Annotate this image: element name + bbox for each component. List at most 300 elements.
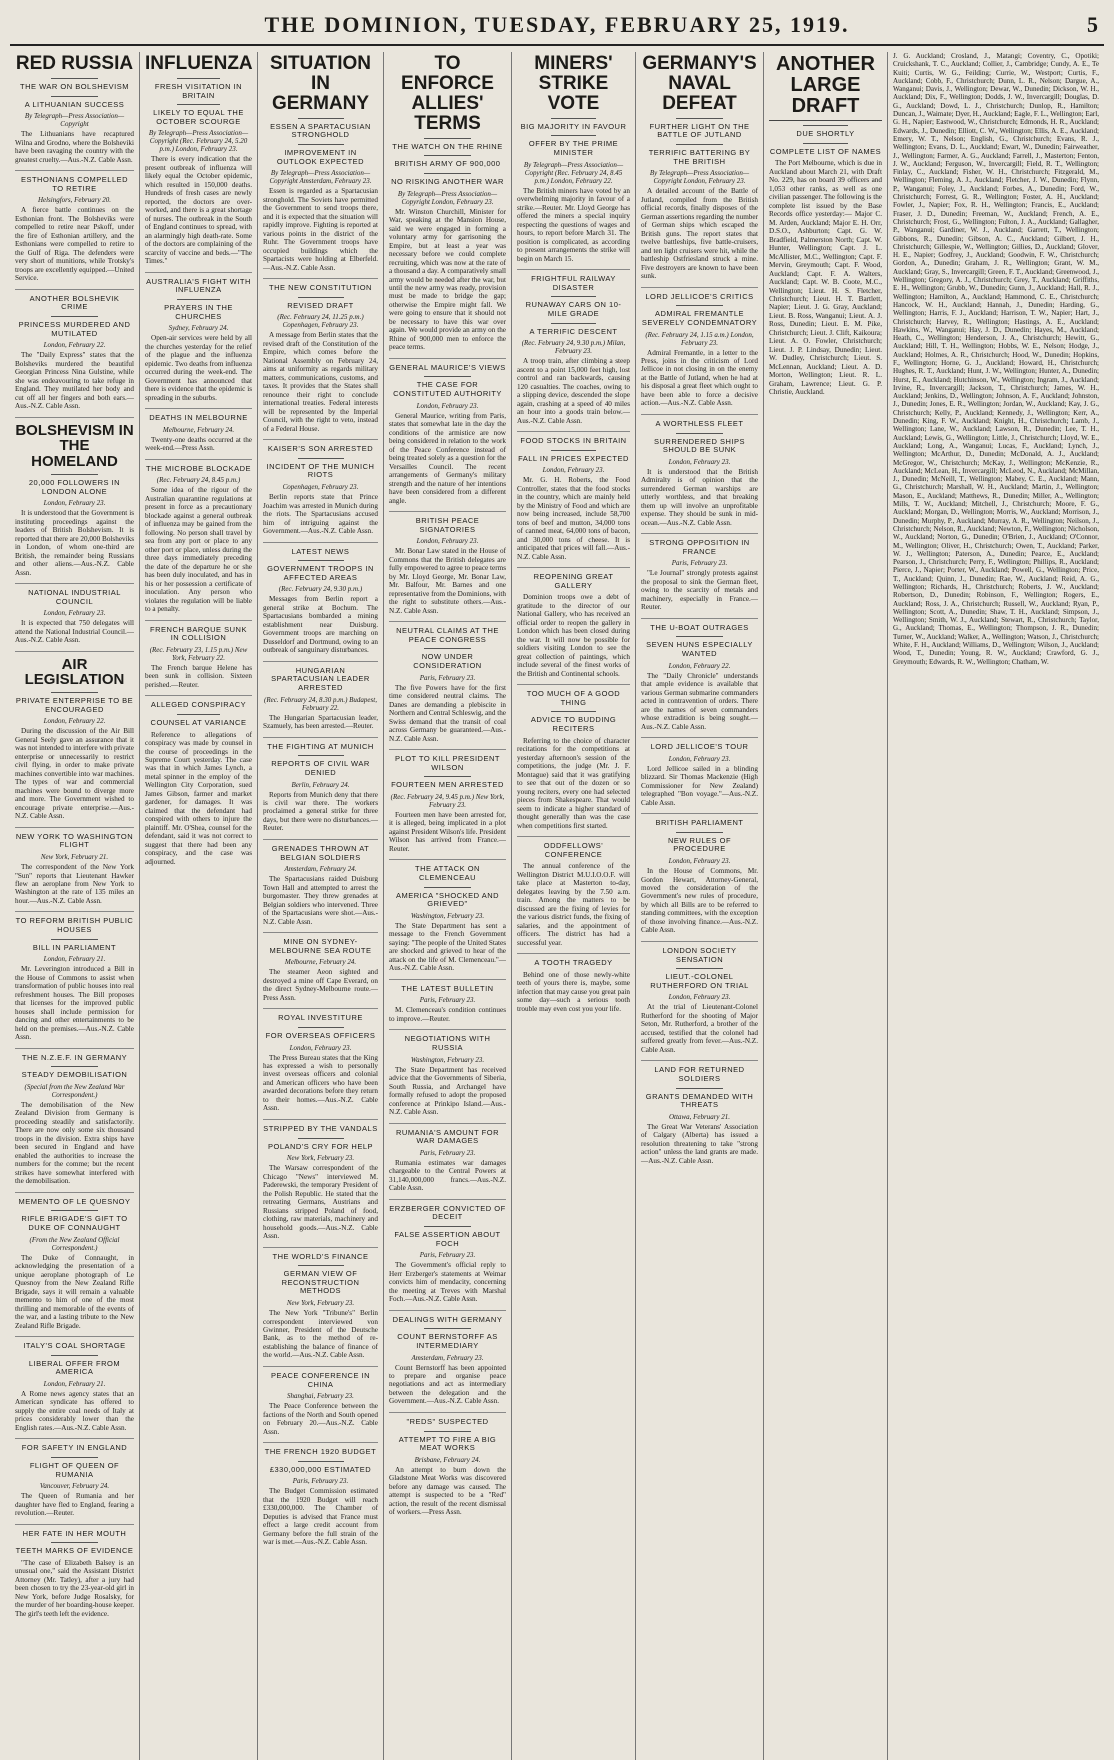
divider [51,1457,99,1458]
subheadline: DUE SHORTLY [796,129,855,138]
article-body: The State Department has sent a message to the French Government saying: "The people of the United States are shocked and grieved to hear of the attack on the life of M. Clemenceau."—Aus.-N.Z. Cable Assn. [389,921,506,973]
headline: SITUATION IN GERMANY [270,53,371,114]
headline: MINERS' STRIKE VOTE [534,53,613,114]
article-separator [517,431,630,432]
article [263,548,378,655]
subheadline: STRIPPED BY THE VANDALS [263,1123,378,1133]
subheadline: FOR SAFETY IN ENGLAND [21,1443,128,1453]
article [641,539,758,612]
divider [676,832,723,833]
article-body: Twenty-one deaths occurred at the week-end.—Press Assn. [145,435,252,453]
article [145,465,252,614]
divider [51,1355,99,1356]
article-body: The Hungarian Spartacusian leader, Szamuely, has been arrested.—Reuter. [263,713,378,731]
article-body: The five Powers have for the first time considered neutral claims. The Danes are demanding a plebiscite in Northern and Central Schleswig, and the Swiss demand that the transit of coal across Germany be guaranteed.—Aus.-N.Z. Cable Assn. [389,683,506,743]
article-body: Open-air services were held by all the churches yesterday for the relief of the plague and the influenza epidemic. Two deaths from influenza occurred during the week-end. The Government has announced that there is evidence that the epidemic is spreading in the suburbs. [145,334,252,402]
article-body: Lord Jellicoe sailed in a blinding blizzard. Sir Thomas Mackenzie (High Commissioner for New Zealand) telegraphed "Bon voyage."—Aus.-N.Z. Cable Assn. [641,764,758,807]
article-separator [263,1442,378,1443]
article-body: Admiral Fremantle, in a letter to the Press, joins in the criticism of Lord Jellicoe in not closing in on the enemy at the Battle of Jutland, when he had at his disposal a great fleet which ought to have been able to force a decisive action.—Aus.-N.Z. Cable Assn. [641,348,758,408]
dateline: Amsterdam, February 24. [284,865,357,874]
article [263,1253,378,1360]
columns [10,52,1104,1760]
article-separator [145,620,252,621]
article-separator [389,859,506,860]
subheadline: FOOD STOCKS IN BRITAIN [520,436,627,446]
subheadline: FLIGHT OF QUEEN OF RUMANIA [29,1460,120,1479]
divider [551,323,596,324]
article-separator [389,511,506,512]
subheadline: COUNT BERNSTORFF AS INTERMEDIARY [397,1332,498,1350]
article-separator [15,827,134,828]
dateline: Washington, February 23. [410,1055,485,1064]
article-separator [389,1123,506,1124]
divider [51,1542,99,1543]
article [15,1342,134,1432]
divider [676,968,723,969]
article-body: The Port Melbourne, which is due in Auckland about March 21, with Draft No. 229, has on board 39 officers and 1,053 other ranks, as well as one civilian passenger. The following is the complete list issued by the Base Records office yesterday:— Major C. M. Arden, Auckland; Major E. H. Orr, D.S.O., Ashburton; Capt. G. W. Bradfield, Palmerston North; Capt. W. Hunter, Wellington; Capt. J. L. McAllister, M.C., Wellington; Capt. F. Mervin, Greymouth; Capt. F. Wood, Auckland; Capt. F. A. Walters, Auckland; Capt. W. B. Coote, M.C., Wellington; Lieut. H. S. Fletcher, Christchurch; Lieut. H. T. Bartlett, Napier; Lieut. J. G. Gray, Auckland; Lieut. B. Ross, Wanganui; Lieut. A. J. Ross, Dunedin; Lieut. E. M. Pike, Christchurch; Lieut. J. Clift, Kaikoura; Lieut. A. O. Fowler, Christchurch; Lieut. J. P. Lindsay, Dunedin; Lieut. W. Dudley, Christchurch; Lieut. S. McLennan, Auckland; Lieut. A. D. Morton, Wellington; Lieut. R. L. Graham, Lawrence; Lieut. G. P. Christie, Auckland. [769,159,882,397]
subheadline: THE ATTACK ON CLEMENCEAU [415,864,480,882]
subheadline: LIKELY TO EQUAL THE OCTOBER SCOURGE [153,108,244,126]
article-body: During the discussion of the Air Bill General Seely gave an assurance that it was not intended to interfere with private enterprise or unnecessarily to restrict civil flying, in order to make private machines convertible into war machines. The types of war and commercial machines were bound to diverge more and more. The Government wished to encourage private enterprise.—Aus.-N.Z. Cable Assn. [15,727,134,821]
divider [676,305,723,306]
dateline: Paris, February 23. [419,996,476,1005]
dateline: Copenhagen, February 23. [282,483,359,492]
subheadline: LIEUT.-COLONEL RUTHERFORD ON TRIAL [650,972,749,990]
article [389,865,506,972]
subheadline: GOVERNMENT TROOPS IN AFFECTED AREAS [267,564,374,582]
article [15,423,134,577]
dateline: Berlin, February 24. [291,780,350,789]
article-separator [263,1366,378,1367]
subheadline: ADVICE TO BUDDING RECITERS [530,715,617,734]
article-body: A message from Berlin states that the revised draft of the Constitution of the Empire, which comes before the National Assembly on February 24, aims at uniformity as regards military matters, communications, customs, and taxes. It provides that the States shall renounce their right to conclude international treaties. Federal interests will be represented by the Imperial Council, with the right to veto, instead of a Federal House. [263,331,378,433]
article-body: Rumania estimates war damages chargeable to the Central Powers at 31,140,000,000 francs.—Aus.-N.Z. Cable Assn. [389,1158,506,1193]
article [263,1448,378,1547]
dateline: London, February 23. [668,993,731,1002]
dateline: London, February 21. [43,955,106,964]
article [15,176,134,283]
subheadline: TEETH MARKS OF EVIDENCE [15,1546,134,1556]
headline: ANOTHER LARGE DRAFT [769,54,882,121]
article-separator [517,269,630,270]
article-body: The steamer Aeon sighted and destroyed a mine off Cape Everard, on the direct Sydney-Melbourne route.—Press Assn. [263,968,378,1002]
article-separator [389,1412,506,1413]
article-body: Dominion troops owe a debt of gratitude to the director of our National Gallery, who has received an official order to reopen the gallery in London which has been closed during the war. It will now be possible for soldiers visiting London to see the great collection of paintings, which include several of the finest works of the British and Continental schools. [517,593,630,678]
article [263,743,378,833]
dateline: Paris, February 23. [419,1148,476,1157]
headline: GERMANY'S NAVAL DEFEAT [642,53,757,114]
subheadline: LORD JELLICOE'S CRITICS [645,291,754,301]
article-body: The British miners have voted by an overwhelming majority in favour of a strike.—Reuter. Mr. Lloyd George has offered the miners a special inquiry respecting the questions of wages and hours, to report before March 31. The position is complicated, as according to present arrangements the strike will begin on March 15. [517,186,630,263]
subheadline: PLOT TO KILL PRESIDENT WILSON [395,754,500,772]
subheadline: NEGOTIATIONS WITH RUSSIA [404,1034,491,1052]
page-number: 5 [1087,12,1098,37]
subheadline: HER FATE IN HER MOUTH [22,1528,127,1538]
divider [298,560,344,561]
subheadline: £330,000,000 ESTIMATED [269,1464,372,1474]
subheadline: GENERAL MAURICE'S VIEWS [389,362,506,372]
dateline: (Rec. February 24, 9.30 p.m.) [278,585,363,594]
dateline: (Rec. February 24, 9.30 p.m.) Milan, February 23. [521,339,626,356]
dateline: Sydney, February 24. [168,324,229,333]
article-separator [15,1192,134,1193]
article-separator [263,1119,378,1120]
article-body: A Rome news agency states that an American syndicate has offered to supply the entire coal needs of Italy at prices considerably lower than the English rates.—Aus.-N.Z. Cable Assn. [15,1389,134,1432]
column-2 [140,52,258,1760]
article-body: A fierce battle continues on the Esthonian front. The Bolsheviks were compelled to retire near Pskoff, under the fire of Esthonian artillery, and the Esthonians were compelled to retire to the Gulf of Riga. The defenders were very short of munitions, while Trotsky's troops are excellently equipped.—United Service. [15,206,134,283]
subheadline: THE U-BOAT OUTRAGES [650,622,749,632]
article-separator [15,417,134,418]
subheadline: THE WATCH ON THE RHINE [392,141,503,151]
article [145,701,252,866]
dateline: London, February 23. [668,457,731,466]
article [263,284,378,433]
article [389,1316,506,1406]
article-body: "Le Journal" strongly protests against the proposal to sink the German fleet, owing to the scarcity of metals and machinery, especially in France.—Reuter. [641,569,758,612]
divider [298,755,344,756]
article [641,624,758,731]
masthead-title: THE DOMINION, TUESDAY, FEBRUARY 25, 1919. [264,12,850,37]
subheadline: A WORTHLESS FLEET [655,418,744,428]
dateline: (From the New Zealand Official Correspondent.) [29,1235,120,1252]
article [517,842,630,947]
subheadline: OFFER BY THE PRIME MINISTER [528,139,619,158]
subheadline: REPORTS OF CIVIL WAR DENIED [271,759,370,777]
dateline: (Rec. February 23, 1.15 p.m.) New York, February 22. [149,645,248,662]
subheadline: FALL IN PRICES EXPECTED [518,453,629,463]
article [263,54,378,272]
article-body: The Queen of Rumania and her daughter have fled to England, fearing a revolution.—Reuter. [15,1492,134,1518]
headline: INFLUENZA [145,53,253,74]
subheadline: FRIGHTFUL RAILWAY DISASTER [531,274,616,292]
dateline: Melbourne, February 24. [284,958,357,967]
divider [424,1328,471,1329]
article [517,690,630,830]
article-separator [15,1438,134,1439]
dateline: London, February 22. [43,717,106,726]
subheadline: STRONG OPPOSITION IN FRANCE [649,538,750,556]
subheadline: NO RISKING ANOTHER WAR [391,177,504,186]
subheadline: NATIONAL INDUSTRIAL COUNCIL [28,588,121,606]
subheadline: LATEST NEWS [291,546,350,556]
article-body: The New York "Tribune's" Berlin correspondent interviewed von Gwinner, President of the Deutsche Bank, as to the method of re-establishing the balance of finance of the world.—Aus.-N.Z. Cable Assn. [263,1309,378,1360]
dateline: Amsterdam, February 23. [411,1353,484,1362]
article [15,657,134,821]
divider [51,78,99,79]
dateline: London, February 23. [542,466,605,475]
article-separator [641,533,758,534]
divider [51,692,99,693]
article-body: It is understood that the Government is instituting proceedings against the leaders of British Bolshevism. It is reported that there are 20,000 Bolsheviks in London, of whom one-third are British, the remainder being Russians and other aliens.—Aus.-N.Z. Cable Assn. [15,509,134,577]
article-separator [145,272,252,273]
article-body: In the House of Commons, Mr. Gordon Hewart, Attorney-General, moved the consideration of the Government's new rules of procedure, by which all Bills are to be referred to standing committees, with the exception of those involving finance.—Aus.-N.Z. Cable Assn. [641,867,758,935]
dateline: London, February 23. [416,401,479,410]
subheadline: ERZBERGER CONVICTED OF DECEIT [389,1203,506,1222]
article [389,517,506,615]
subheadline: TERRIFIC BATTERING BY THE BRITISH [648,148,751,166]
article-separator [263,932,378,933]
article-body: An attempt to burn down the Gladstone Meat Works was discovered before any damage was caused. The attempt is suspected to be a "Red" action, the result of the recent dismissal of workers.—Press Assn. [389,1465,506,1517]
subheadline: RUNAWAY CARS ON 10-MILE GRADE [525,300,622,318]
subheadline: ADMIRAL FREMANTLE SEVERELY CONDEMNATORY [641,309,758,327]
divider [424,138,471,139]
subheadline: THE N.Z.E.F. IN GERMANY [21,1052,128,1062]
subheadline: LIBERAL OFFER FROM AMERICA [28,1358,121,1377]
divider [298,297,344,298]
divider [51,1210,99,1211]
article-body: The Great War Veterans' Association of Calgary (Alberta) has issued a resolution threatening to take "strong action" unless the land grants are made.—Aus.-N.Z. Cable Assn. [641,1122,758,1165]
article-separator [145,695,252,696]
article-body: Some idea of the rigour of the Australian quarantine regulations at present in force as a precautionary blockade against a general outbreak of influenza may be gained from the following. No person shall travel by sea from any port or place to any other port or place, unless during the three days immediately preceding the date of the departure he or she has been duly inoculated, and has in his or her possession a certificate of inoculation. Any person who violates the regulation will be liable to a penalty. [145,486,252,614]
article [389,985,506,1024]
dateline: London, February 21. [43,1379,106,1388]
article-body: Mr. G. H. Roberts, the Food Controller, states that the food stocks in the country, which are mainly held by the Ministry of Food and which are now being increased, include 58,700 tons of beef and mutton, 34,000 tons of canned meat, 64,000 tons of bacon, and 30,000 tons of cheese. It is anticipated that prices will fall.—Aus.-N.Z. Cable Assn. [517,476,630,561]
subheadline: THE FRENCH 1920 BUDGET [264,1447,377,1457]
article-body: Referring to the choice of character recitations for the competitions at yesterday afternoon's session of the competitions, the judge (Mr. J. F. Montague) said that it was gratifying to see that out of the dozen or so young reciters, every one had selected pieces from Shakespeare. That would seem to indicate a higher standard of thought generally than was the case when competitions first started. [517,736,630,830]
article [263,1014,378,1113]
article-body: The State Department has received advice that the Governments of Siberia, South Russia, and Archangel have formally refused to adopt the proposed conference at Prinkipo Island.—Aus.-N.Z. Cable Assn. [389,1065,506,1117]
article-separator [15,911,134,912]
divider [424,376,471,377]
article-body: Mr. Leverington introduced a Bill in the House of Commons to assist when transformation of public houses into real refreshment houses. The Bill proposes that licenses for the improved public houses shall include permission for dancing and other entertainments to be held on the premises.—Aus.-N.Z. Cable Assn. [15,965,134,1042]
divider [51,316,99,317]
column-5 [512,52,636,1760]
divider [424,1431,471,1432]
subheadline: HUNGARIAN SPARTACUSIAN LEADER ARRESTED [271,665,370,693]
article-body: The "Daily Express" states that the Bolsheviks murdered the beautiful Georgian Princess Nina Gulstine, while she was endeavouring to take refuge in England. They mutilated her body and cut off all her fingers and both ears.—Aus.-N.Z. Cable Assn. [15,351,134,411]
article [641,819,758,935]
article [15,1530,134,1619]
subheadline: COMPLETE LIST OF NAMES [769,146,882,156]
article-body: A troop train, after climbing a steep ascent to a point 15,000 feet high, lost control and ran backwards, causing 120 casualties. The coaches, owing to a slipping device, descended the slope again, crashing at a speed of 40 miles an hour into a goods train below.—Aus.-N.Z. Cable Assn. [517,357,630,425]
article-separator [145,408,252,409]
subheadline: BIG MAJORITY IN FAVOUR [520,121,627,131]
subheadline: FURTHER LIGHT ON THE BATTLE OF JUTLAND [649,121,750,140]
subheadline: PRINCESS MURDERED AND MUTILATED [18,319,131,338]
dateline: Melbourne, February 24. [162,425,235,434]
article [389,1129,506,1193]
subheadline: IMPROVEMENT IN OUTLOOK EXPECTED [276,148,365,166]
dateline: Vancouver, February 24. [39,1482,110,1491]
subheadline: ESSEN A SPARTACUSIAN STRONGHOLD [270,121,371,140]
subheadline: NEW YORK TO WASHINGTON FLIGHT [15,831,134,850]
dateline: New York, February 21. [40,853,109,862]
article [389,755,506,853]
article [389,627,506,743]
article-body: Reports from Munich deny that there is civil war there. The workers proclaimed a general strike for three days, but there were no disturbances.—Reuter. [263,790,378,833]
subheadline: A TERRIFIC DESCENT [529,326,618,336]
subheadline: PRAYERS IN THE CHURCHES [164,302,233,321]
subheadline: RIFLE BRIGADE'S GIFT TO DUKE OF CONNAUGHT [21,1214,128,1233]
dateline: Helsingfors, February 20. [37,196,112,205]
subheadline: FALSE ASSERTION ABOUT FOCH [394,1229,501,1248]
subheadline: 20,000 FOLLOWERS IN LONDON ALONE [28,477,121,496]
article [15,1198,134,1330]
article-separator [15,1336,134,1337]
article-body: Essen is regarded as a Spartacusian stronghold. The Soviets have permitted the Government to send troops there, and it is expected that the situation will rapidly improve. Fighting is reported at various points in the district of the Ruhr. The Government troops have occupied buildings which the Spartacists were holding at Elberfeld.—Aus.-N.Z. Cable Assn. [263,187,378,272]
headline: RED RUSSIA [15,53,134,74]
article-separator [389,749,506,750]
article-body: General Maurice, writing from Paris, states that somewhat late in the day the conditions of the armistice are now being considered in relation to the work of the Peace Conference instead of being treated solely as a question for the Versailles Council. The recent arrangements of Germany's military strength and the nature of her intentions have been considered from a different angle. [389,411,506,505]
article-body: The demobilisation of the New Zealand Division from Germany is proceeding steadily and satisfactorily. There are now only some six thousand troops in the division. Extra ships have been secured in England and have enabled the authorities to increase the numbers for the comme; but the recent strikes have somewhat interfered with the demobilisation. [15,1100,134,1186]
column-3 [258,52,384,1760]
article-body: Mr. Bonar Law stated in the House of Commons that the British delegates are fully empowered to agree to peace terms by Mr. Lloyd George, Mr. Bonar Law, Mr. Balfour, Mr. Barnes and one representative from the Dominions, with the right to substitute others.—Aus.-N.Z. Cable Assn. [389,547,506,615]
subheadline: LONDON SOCIETY SENSATION [662,945,737,964]
divider [551,711,596,712]
divider [424,155,471,156]
article-separator [641,941,758,942]
divider [51,96,99,97]
divider [803,143,848,144]
article [641,947,758,1054]
divider [424,1226,471,1227]
article [15,917,134,1041]
subheadline: ATTEMPT TO FIRE A BIG MEAT WORKS [398,1434,497,1453]
article-body: The Lithuanians have recaptured Wilna and Grodno, where the Bolsheviki have been ravaging the country with the greatest cruelty.—Aus.-N.Z. Cable Assn. [15,130,134,164]
subheadline: PRIVATE ENTERPRISE TO BE ENCOURAGED [15,696,134,714]
divider [424,648,471,649]
article-separator [15,651,134,652]
article-body: There is every indication that the present outbreak of influenza will likely equal the October epidemic, which resulted in 150,000 deaths. Hundreds of fresh cases are newly reported, the doctors are over-worked, and there is a great shortage of nurses. The outbreak in the South of England continues to spread, with an alarmingly high death-rate. Some of the doctors are complaining of the scarcity of vaccine and beds.—"The Times." [145,155,252,266]
column-8 [888,52,1104,1760]
subheadline: REOPENING GREAT GALLERY [533,572,614,590]
article [263,938,378,1002]
article [893,52,1099,666]
article [263,667,378,731]
dateline: London, February 23. [289,1043,352,1052]
subheadline: STEADY DEMOBILISATION [21,1070,128,1080]
dateline: (Rec. February 24, 1.15 a.m.) London, February 23. [645,330,754,347]
name-list: J. G. Auckland; Crosland, J., Matangi; Coventry, C., Opotiki; Cruickshank, T. C., Auckland; Collier, J., Cambridge; Cundy, A. E., Te Kuiti; Curtis, W. G., Feilding; Currie, W., Westport; Curtis, F., Auckland; Cobb, F., Christchurch; Dunn, L. R., Nelson; Dargue, A., Wanganui; Davis, J., Wellington; Dewar, W., Dunedin; Dickson, W. H., Auckland; Dix, F., Wellington; Dodds, J. W., Invercargill; Douglas, D. G., Auckland; Dowd, L. J., Christchurch; Dunlop, R., Hamilton; Duncan, J., Waimate; Dyer, H., Auckland; Eagle, F. L., Wellington; Earl, G. H., Napier; Eastwood, W., Christchurch; Edmonds, H. R., Auckland; Edwards, J., Dunedin; Elliott, C. W., Wellington; Ellis, A. E., Auckland; Emery, W. T., Nelson; English, G., Christchurch; Evans, R. J., Wellington; Evans, D. L., Auckland; Ewart, W., Dunedin; Fairweather, J., Wellington; Farmer, A. G., Auckland; Farrell, J., Masterton; Fenton, J. W., Auckland; Ferguson, W., Invercargill; Field, R. T., Wellington; Finlay, C., Auckland; Fisher, W. H., Christchurch; Fitzgerald, M., Wellington; Fleming, A. J., Auckland; Fletcher, J. W., Dunedin; Flynn, P., Wanganui; Foley, J., Auckland; Forbes, A., Dunedin; Ford, W., Christchurch; Forrest, G. R., Wellington; Foster, A. H., Auckland; Fowler, J., Napier; Fox, R. H., Wellington; Francis, E., Auckland; Fraser, J. D., Dunedin; Freeman, W., Auckland; French, A. E., Christchurch; Frost, G., Wellington; Fulton, J. A., Auckland; Gallagher, P., Wanganui; Gardiner, W. J., Auckland; Garrett, T., Wellington; Gibbons, R., Dunedin; Gibson, A. C., Auckland; Gilbert, J. H., Christchurch; Gillespie, W., Wellington; Gillies, D., Auckland; Glover, H. E., Napier; Godfrey, J., Auckland; Goodwin, F. W., Christchurch; Gordon, A., Dunedin; Graham, J. R., Wellington; Grant, W. M., Auckland; Gray, S., Invercargill; Green, F. T., Auckland; Greenwood, J., Wellington; Gregory, A. J., Christchurch; Grey, T., Auckland; Griffiths, E. H., Wellington; Grubb, W., Dunedin; Gunn, J., Auckland; Hall, R. J., Wellington; Hamilton, A., Auckland; Hammond, C. E., Christchurch; Hancock, W. H., Auckland; Hannah, J., Dunedin; Harding, G., Wellington; Harris, F. J., Auckland; Harrison, T. W., Napier; Hart, J., Christchurch; Harvey, R., Wellington; Hastings, A. E., Auckland; Hawkins, W., Wanganui; Hay, J. D., Dunedin; Hayes, M., Auckland; Heath, C., Wellington; Henderson, J. A., Christchurch; Hewitt, G., Auckland; Hill, T. H., Wellington; Hobbs, W. E., Nelson; Hodge, J., Auckland; Holmes, A. R., Christchurch; Hood, W., Dunedin; Hopkins, F., Wellington; Horne, G. J., Auckland; Howard, H., Christchurch; Hughes, R. T., Auckland; Hunt, J. W., Wellington; Hunter, A., Dunedin; Hurst, E., Auckland; Hutchinson, W., Wellington; Ingram, J., Auckland; Irvine, R., Invercargill; Jackson, T., Christchurch; James, W. H., Auckland; Jenkins, D., Wellington; Johnson, A. F., Auckland; Johnston, J., Dunedin; Jones, E. R., Wellington; Jordan, W., Auckland; Kay, J. G., Christchurch; Kelly, P., Auckland; Kennedy, J., Wellington; Kerr, A., Dunedin; King, F. W., Auckland; Knight, H., Christchurch; Lamb, J., Wellington; Lane, W., Auckland; Lawson, R., Dunedin; Lee, T. H., Auckland; Lewis, G., Wellington; Little, J., Christchurch; Lloyd, W. E., Auckland; Long, A., Wanganui; Lucas, F., Auckland; Lynch, J., Wellington; McArthur, D., Dunedin; McDonald, A. J., Auckland; McGregor, W., Christchurch; McKay, J., Wellington; McKenzie, R., Auckland; McLean, H., Invercargill; McLeod, N., Auckland; McMillan, J., Dunedin; McNeill, T., Wellington; Mabey, C. E., Auckland; Mann, G., Christchurch; Marshall, W. H., Auckland; Martin, J., Wellington; Mason, E., Auckland; Matthews, R., Dunedin; Miller, A., Wellington; Mills, T. W., Auckland; Mitchell, J., Christchurch; Moore, F. G., Auckland; Morgan, D., Wellington; Morris, W., Auckland; Morrison, J., Dunedin; Murphy, P., Auckland; Murray, A. R., Wellington; Neilson, J., Christchurch; Nelson, R., Auckland; Newton, F., Wellington; Nicholson, W., Auckland; Norton, G., Dunedin; O'Brien, J., Auckland; O'Connor, M., Wellington; Oliver, H., Christchurch; Owen, T., Auckland; Parker, W. J., Wellington; Paterson, A., Dunedin; Pearce, E., Auckland; Pearson, J., Christchurch; Perry, F., Wellington; Phillips, R., Auckland; Pierce, J., Napier; Porter, W., Auckland; Powell, G., Wellington; Price, T., Auckland; Quinn, J., Dunedin; Rae, W., Auckland; Reid, A. G., Wellington; Richards, H., Christchurch; Roberts, J. W., Auckland; Robertson, D., Dunedin; Robinson, F., Wellington; Rogers, E., Auckland; Ross, J. A., Christchurch; Russell, W., Auckland; Ryan, P., Wellington; Scott, A., Dunedin; Shaw, T. H., Auckland; Simpson, J., Wellington; Smith, W. J., Auckland; Stewart, R., Christchurch; Taylor, G., Auckland; Thomas, E., Wellington; Thompson, J. R., Dunedin; Turner, W., Auckland; Walker, A., Wellington; Watson, J., Christchurch; White, F. H., Auckland; Williams, D., Wellington; Wilson, J., Auckland; Wood, T., Dunedin; Young, R. W., Auckland; Crawford, G. J., Greymouth; Edwards, R. W., Wellington; Chatham, W. [893,52,1099,666]
article-separator [389,358,506,359]
article-body: It is expected that 750 delegates will attend the National Industrial Council.—Aus.-N.Z. Cable Assn. [15,619,134,645]
subheadline: NEUTRAL CLAIMS AT THE PEACE CONGRESS [396,626,499,644]
subheadline: INCIDENT OF THE MUNICH RIOTS [266,461,375,480]
dateline: By Telegraph—Press Association—Copyright Amsterdam, February 23. [269,169,372,186]
subheadline: THE CASE FOR CONSTITUTED AUTHORITY [393,380,502,399]
article-separator [389,1199,506,1200]
article-body: At the trial of Lieutenant-Colonel Rutherford for the shooting of Major Seton, Mr. Rutherford, a brother of the accused, testified that the colonel had suffered greatly from fever.—Aus.-N.Z. Cable Assn. [641,1003,758,1054]
divider [803,125,848,126]
dateline: London, February 23. [416,537,479,546]
divider [298,1265,344,1266]
divider [551,450,596,451]
article-separator [263,439,378,440]
dateline: Shanghai, February 23. [287,1392,354,1401]
subheadline: POLAND'S CRY FOR HELP [267,1141,373,1151]
column-4 [384,52,512,1760]
article [389,1035,506,1116]
dateline: By Telegraph—Press Association—Copyright London, February 23. [397,189,498,206]
divider [551,135,596,136]
article [15,54,134,164]
dateline: London, February 23. [43,499,106,508]
article [145,278,252,402]
subheadline: RUMANIA'S AMOUNT FOR WAR DAMAGES [396,1127,499,1146]
article-separator [389,621,506,622]
divider [51,1066,99,1067]
divider [424,173,471,174]
article [15,1054,134,1186]
article-separator [263,839,378,840]
headline: BOLSHEVISM IN THE HOMELAND [15,421,134,471]
subheadline: GRANTS DEMANDED WITH THREATS [645,1091,754,1110]
dateline: (Rec. February 24, 8.45 p.m.) [156,476,241,485]
subheadline: SURRENDERED SHIPS SHOULD BE SUNK [653,436,745,455]
dateline: (Rec. February 24, 9.45 p.m.) New York, February 23. [390,792,505,809]
subheadline: TOO MUCH OF A GOOD THING [526,689,621,707]
article-separator [145,459,252,460]
article [641,54,758,281]
article [145,414,252,453]
subheadline: BRITISH ARMY OF 900,000 [394,159,501,169]
divider [676,144,723,145]
article-body: The Duke of Connaught, in acknowledging the presentation of a unique aeroplane photograph of Le Quesnoy from the New Zealand Rifle Brigade, says it will remain a valuable memento to him of one of the most thrilling and memorable of the events of the war, and a lasting tribute to the New Zealand Rifle Brigade. [15,1253,134,1330]
divider [177,299,220,300]
article-body: A detailed account of the Battle of Jutland, compiled from the British official records, finally disposes of the German assertions regarding the number of German ships which escaped the British guns. The report states that twelve battleships, five battle-cruisers, and ten light cruisers were hit, while the battleship Ostfriesland struck a mine. Five destroyers are known to have been sunk. [641,187,758,281]
article [15,1444,134,1517]
article-body: M. Clemenceau's condition continues to improve.—Reuter. [389,1006,506,1023]
article-separator [15,170,134,171]
subheadline: THE WAR ON BOLSHEVISM [20,81,129,91]
article [389,1418,506,1517]
divider [298,458,344,459]
subheadline: KAISER'S SON ARRESTED [267,444,374,454]
subheadline: FRESH VISITATION IN BRITAIN [154,81,243,100]
article-body: The Spartacusians raided Duisburg Town Hall and attempted to arrest the burgomaster. They threw grenades at Belgian soldiers who intervened. Three of the Spartacusians were shot.—Aus.-N.Z. Cable Assn. [263,875,378,926]
headline: TO ENFORCE ALLIES' TERMS [401,53,494,134]
article-separator [517,567,630,568]
divider [424,887,471,888]
dateline: Ottawa, February 21. [668,1112,731,1121]
dateline: (Special from the New Zealand War Correspondent.) [24,1082,125,1099]
article [517,437,630,561]
article-separator [641,414,758,415]
article-separator [15,1524,134,1525]
dateline: (Rec. February 24, 8.30 p.m.) Budapest, February 22. [264,695,377,712]
article-separator [517,836,630,837]
article-body: The Peace Conference between the factions of the North and South opened on February 20.—Aus.-N.Z. Cable Assn. [263,1402,378,1436]
subheadline: NEW RULES OF PROCEDURE [667,835,732,854]
article-separator [641,618,758,619]
dateline: By Telegraph—Press Association—Copyright [24,112,125,129]
subheadline: TO REFORM BRITISH PUBLIC HOUSES [15,916,134,935]
article [389,1205,506,1304]
article [263,845,378,926]
article [641,293,758,408]
subheadline: AUSTRALIA'S FIGHT WITH INFLUENZA [146,276,251,295]
article-separator [15,1048,134,1049]
article [641,420,758,527]
divider [676,433,723,434]
article-body: It is understood that the British Admiralty is of opinion that the surrendered German warships are utterly worthless, and that breaking them up will involve an unprofitable expense. They should be sunk in mid-ocean.—Aus.-N.Z. Cable Assn. [641,467,758,527]
subheadline: REVISED DRAFT [287,300,354,310]
column-7 [764,52,888,1760]
subheadline: GRENADES THROWN AT BELGIAN SOLDIERS [271,843,370,862]
column-1 [10,52,140,1760]
subheadline: SEVEN HUNS ESPECIALLY WANTED [646,640,753,659]
article [145,54,252,266]
article-separator [517,953,630,954]
subheadline: ESTHONIANS COMPELLED TO RETIRE [20,175,129,193]
subheadline: AMERICA "SHOCKED AND GRIEVED" [395,890,500,909]
article-separator [517,684,630,685]
article [263,1125,378,1241]
divider [177,714,220,715]
divider [551,118,596,119]
divider [298,1027,344,1028]
article-body: The annual conference of the Wellington District M.U.I.O.O.F. will take place at Masterton to-day, delegates leaving by the 7.50 a.m. train. Among the matters to be discussed are the fixing of levies for the various district funds, the fixing of salaries, and the appointment of officers. The district has had a successful year. [517,862,630,947]
